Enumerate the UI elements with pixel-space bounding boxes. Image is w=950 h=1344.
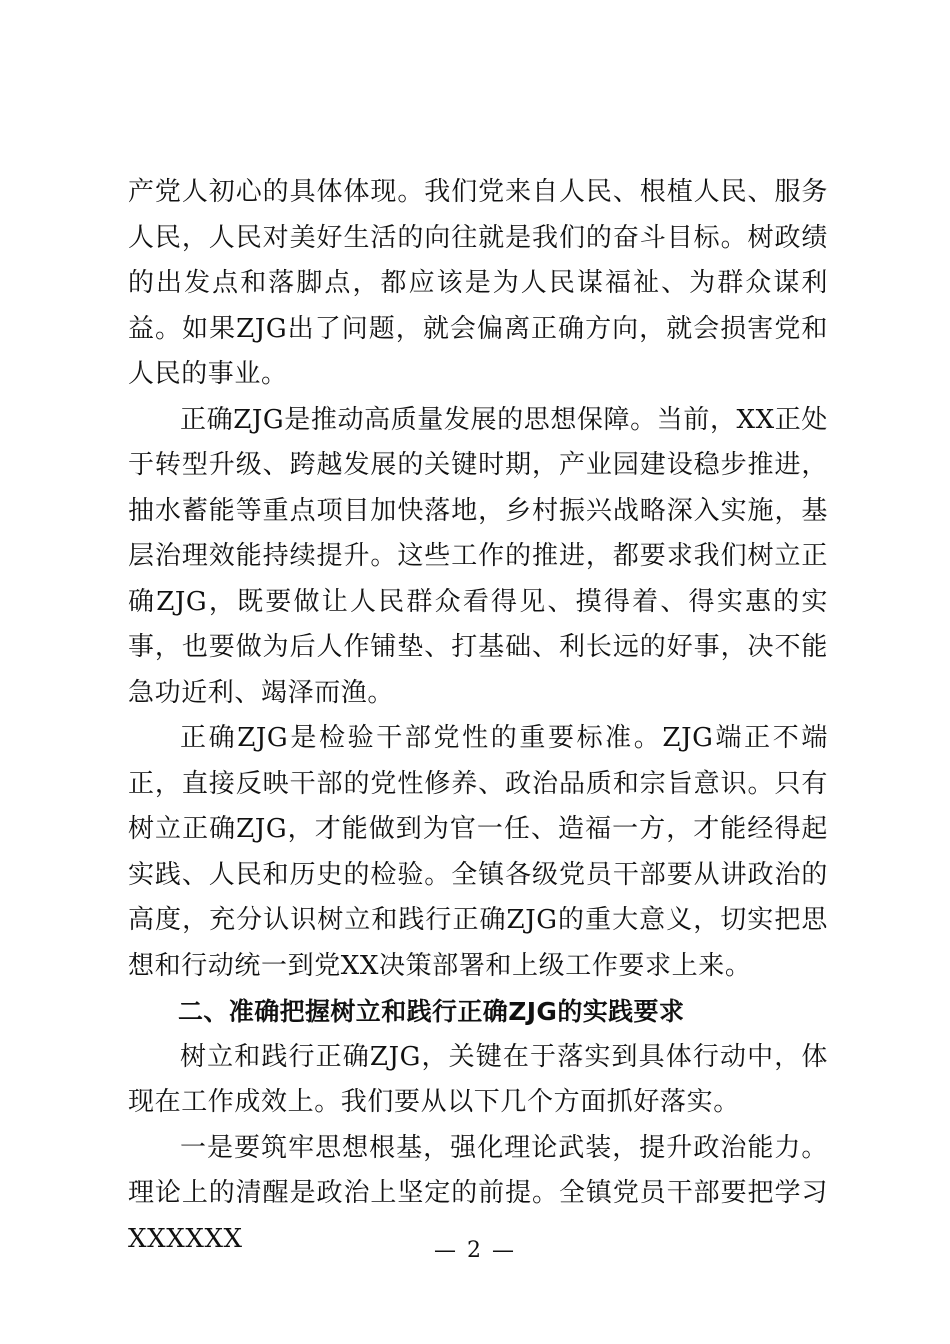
section-heading: 二、准确把握树立和践行正确ZJG的实践要求 — [178, 997, 685, 1026]
paragraph-party-spirit-standard: 正确ZJG是检验干部党性的重要标准。ZJG端正不端正，直接反映干部的党性修养、政治品质和宗旨意识。只有树立正确ZJG，才能做到为官一任、造福一方，才能经得起实践、人民和历史的检验。全镇各级党员干部要从讲政治的高度，充分认识树立和践行正确ZJG的重大意义，切实把思想和行动统一到党XX决策部署和上级工作要求上来。 — [128, 723, 828, 981]
paragraph-continued: 产党人初心的具体体现。我们党来自人民、根植人民、服务人民，人民对美好生活的向往就是我们的奋斗目标。树政绩的出发点和落脚点，都应该是为人民谋福祉、为群众谋利益。如果ZJG出了问题，就会偏离正确方向，就会损害党和人民的事业。 — [128, 177, 828, 389]
page-number: — 2 — — [434, 1238, 516, 1263]
paragraph-point-one: 一是要筑牢思想根基，强化理论武装，提升政治能力。理论上的清醒是政治上坚定的前提。全镇党员干部要把学习XXXXXX — [128, 1132, 828, 1254]
document-body — [128, 170, 828, 1262]
paragraph-development-guarantee: 正确ZJG是推动高质量发展的思想保障。当前，XX正处于转型升级、跨越发展的关键时期，产业园建设稳步推进，抽水蓄能等重点项目加快落地，乡村振兴战略深入实施，基层治理效能持续提升。这些工作的推进，都要求我们树立正确ZJG，既要做让人民群众看得见、摸得着、得实惠的实事，也要做为后人作铺垫、打基础、利长远的好事，决不能急功近利、竭泽而渔。 — [128, 404, 828, 708]
paragraph-practice-intro: 树立和践行正确ZJG，关键在于落实到具体行动中，体现在工作成效上。我们要从以下几个方面抓好落实。 — [128, 1041, 828, 1117]
